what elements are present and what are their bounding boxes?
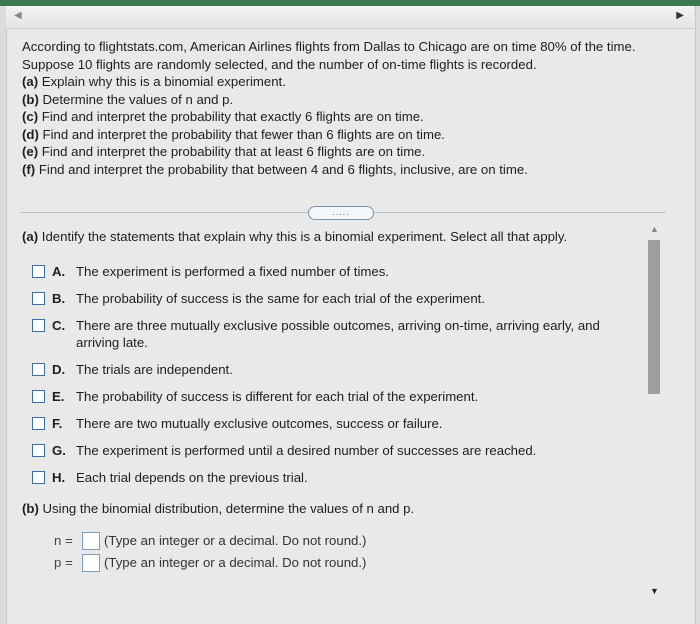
part-tag: (c): [22, 109, 39, 124]
question-part-c: [22, 108, 672, 126]
part-tag: (d): [22, 126, 39, 142]
n-input[interactable]: [82, 532, 100, 550]
scroll-down-icon[interactable]: ▼: [650, 586, 659, 596]
checkbox[interactable]: [32, 319, 45, 332]
checkbox[interactable]: [32, 444, 45, 457]
part-text: Find and interpret the probability that exactly 6 flights are on time.: [41, 109, 424, 124]
option-c[interactable]: [22, 317, 642, 351]
part-b-prompt: [22, 500, 642, 517]
option-letter: C.: [52, 318, 66, 333]
part-tag: (f): [22, 161, 36, 177]
part-a-prompt: [22, 228, 642, 245]
scroll-right-icon[interactable]: ▶: [676, 10, 684, 21]
vertical-scrollbar[interactable]: [646, 220, 664, 610]
checkbox[interactable]: [32, 417, 45, 430]
option-text: Each trial depends on the previous trial.: [76, 470, 308, 485]
part-text: Determine the values of n and p.: [42, 91, 234, 107]
part-b-prompt-text: Using the binomial distribution, determine the values of n and p.: [42, 501, 415, 516]
part-tag: (e): [22, 144, 39, 159]
p-input[interactable]: [82, 554, 100, 572]
option-b[interactable]: [22, 290, 642, 307]
part-a-prompt-text: Identify the statements that explain why this is a binomial experiment. Select all that apply.: [41, 229, 568, 244]
scroll-left-icon[interactable]: ◀: [14, 10, 22, 21]
part-a-tag: (a): [22, 229, 39, 244]
option-text: The probability of success is the same for each trial of the experiment.: [76, 291, 486, 306]
question-intro: According to flightstats.com, American Airlines flights from Dallas to Chicago are on time 80% of the time. Suppose 10 flights are randomly selected, and the number of on-time flights is recorded.: [22, 39, 636, 72]
part-text: Find and interpret the probability that fewer than 6 flights are on time.: [42, 126, 445, 142]
p-hint: (Type an integer or a decimal. Do not round.): [104, 555, 367, 570]
horizontal-scrollbar[interactable]: [6, 6, 694, 29]
checkbox[interactable]: [32, 292, 45, 305]
option-text: There are two mutually exclusive outcomes, success or failure.: [76, 416, 443, 431]
option-letter: A.: [52, 264, 66, 279]
option-letter: H.: [52, 470, 66, 485]
p-label: p =: [54, 555, 73, 570]
question-part-e: [22, 143, 672, 161]
part-text: Find and interpret the probability that at least 6 flights are on time.: [41, 144, 426, 159]
answer-area: [22, 228, 642, 575]
option-h[interactable]: [22, 469, 642, 486]
option-d[interactable]: [22, 361, 642, 378]
option-text: The probability of success is different for each trial of the experiment.: [76, 389, 479, 404]
scrollbar-thumb[interactable]: [648, 240, 660, 394]
n-row: [22, 531, 642, 553]
option-e[interactable]: [22, 388, 642, 405]
question-part-b: [22, 91, 672, 109]
option-f[interactable]: [22, 415, 642, 432]
option-text: The experiment is performed until a desired number of successes are reached.: [76, 443, 537, 458]
option-letter: F.: [52, 416, 63, 431]
scroll-up-icon[interactable]: ▲: [650, 224, 659, 234]
checkbox[interactable]: [32, 390, 45, 403]
option-text: There are three mutually exclusive possible outcomes, arriving on-time, arriving early, and arriving late.: [76, 318, 600, 350]
option-text: The experiment is performed a fixed number of times.: [76, 264, 389, 279]
question-part-d: [22, 126, 672, 144]
question-part-a: [22, 73, 672, 91]
question-text: [22, 38, 672, 178]
option-text: The trials are independent.: [76, 362, 233, 377]
option-a[interactable]: [22, 263, 642, 280]
part-b-tag: (b): [22, 501, 39, 516]
p-row: [22, 553, 642, 575]
n-label: n =: [54, 533, 73, 548]
checkbox[interactable]: [32, 265, 45, 278]
part-tag: (a): [22, 74, 39, 89]
question-part-f: [22, 161, 672, 179]
checkbox[interactable]: [32, 363, 45, 376]
divider-drag-handle[interactable]: .....: [308, 206, 374, 220]
option-g[interactable]: [22, 442, 642, 459]
option-letter: B.: [52, 291, 66, 306]
option-letter: G.: [52, 443, 66, 458]
part-text: Find and interpret the probability that between 4 and 6 flights, inclusive, are on time.: [38, 161, 528, 177]
option-letter: D.: [52, 362, 66, 377]
option-letter: E.: [52, 389, 65, 404]
checkbox[interactable]: [32, 471, 45, 484]
n-hint: (Type an integer or a decimal. Do not round.): [104, 533, 367, 548]
part-text: Explain why this is a binomial experiment.: [41, 74, 286, 89]
part-tag: (b): [22, 91, 39, 107]
